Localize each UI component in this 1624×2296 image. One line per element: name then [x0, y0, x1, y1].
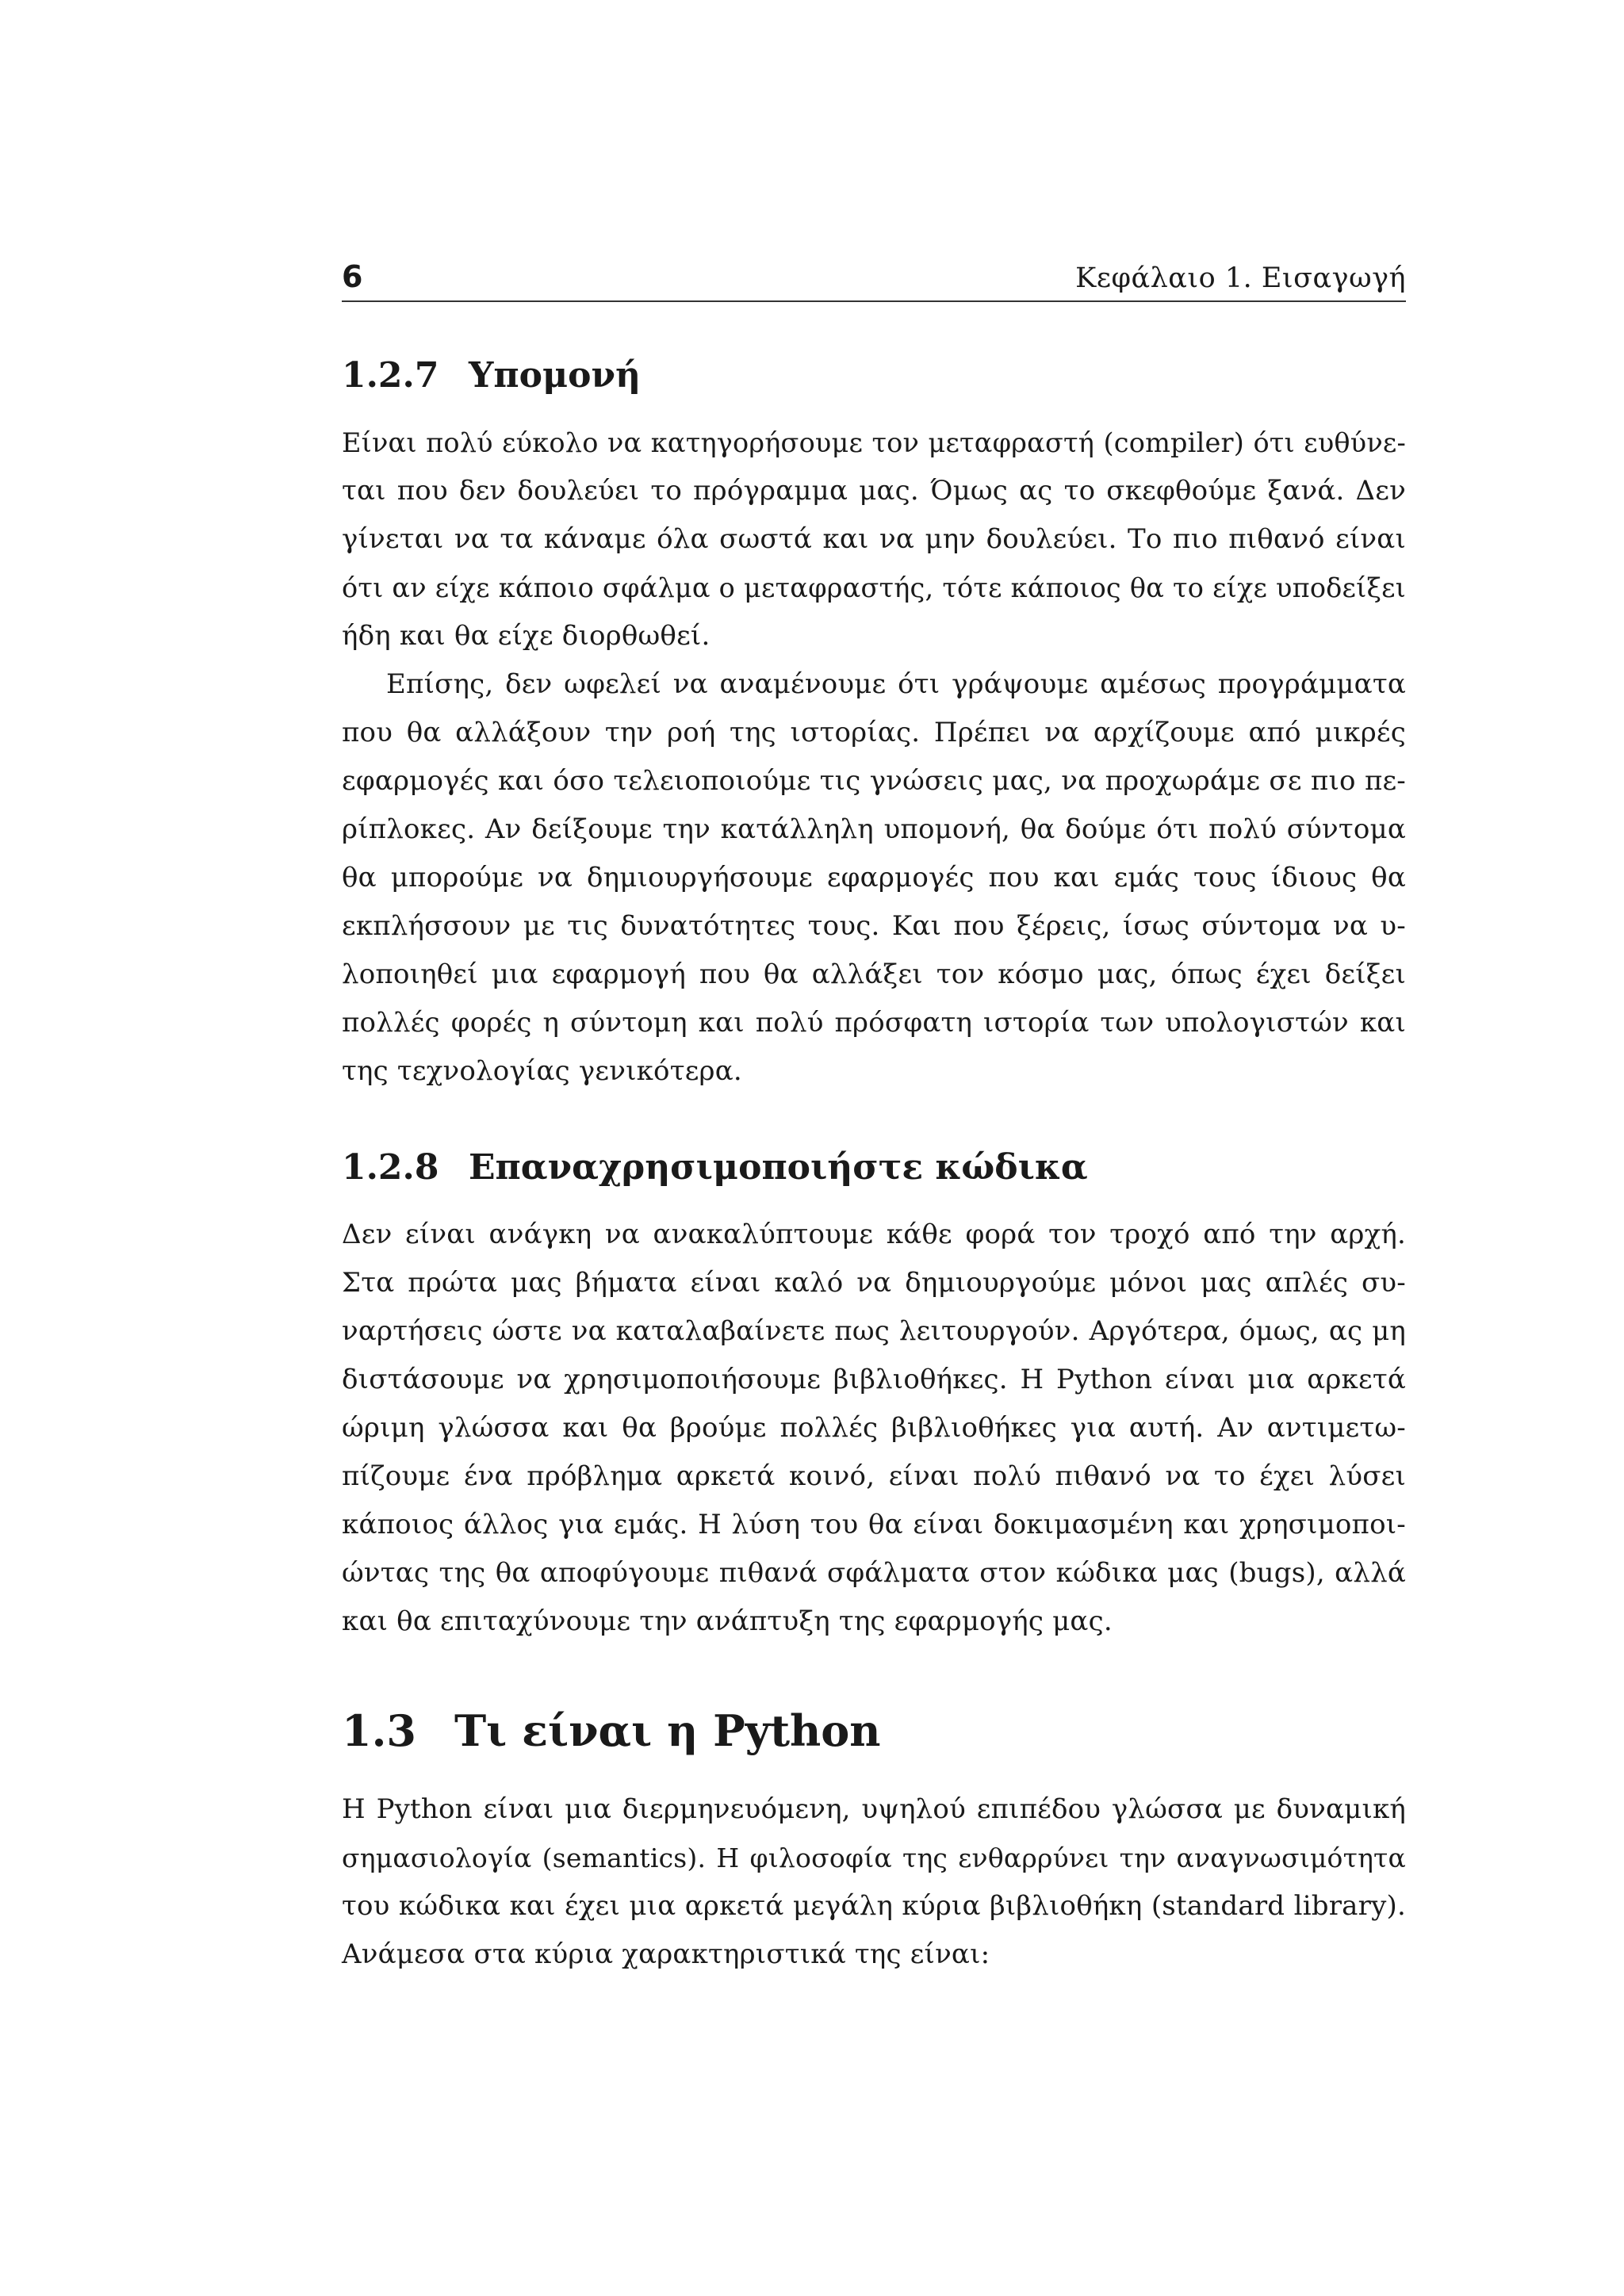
text-line: Ανάμεσα στα κύρια χαρακτηριστικά της είναι:	[342, 1938, 990, 1970]
section-number: 1.3	[342, 1705, 416, 1756]
text-line: Στα πρώτα μας βήματα είναι καλό να δημιουργούμε μόνοι μας απλές συ-	[342, 1267, 1406, 1299]
text-line: ώριμη γλώσσα και θα βρούμε πολλές βιβλιοθήκες για αυτή. Αν αντιμετω-	[342, 1412, 1406, 1444]
text-line: εκπλήσσουν με τις δυνατότητες τους. Και που ξέρεις, ίσως σύντομα να υ-	[342, 910, 1406, 942]
text-line: διστάσουμε να χρησιμοποιήσουμε βιβλιοθήκες. Η Python είναι μια αρκετά	[342, 1364, 1406, 1395]
text-line: λοποιηθεί μια εφαρμογή που θα αλλάξει τον κόσμο μας, όπως έχει δείξει	[342, 959, 1406, 990]
section-heading-patience	[342, 354, 641, 397]
text-line: ότι αν είχε κάποιο σφάλμα ο μεταφραστής, τότε κάποιος θα το είχε υποδείξει	[342, 572, 1406, 603]
text-line: ται που δεν δουλεύει το πρόγραμμα μας. Όμως ας το σκεφθούμε ξανά. Δεν	[342, 475, 1406, 507]
text-line: θα μπορούμε να δημιουργήσουμε εφαρμογές που και εμάς τους ίδιους θα	[342, 862, 1406, 894]
text-line: πίζουμε ένα πρόβλημα αρκετά κοινό, είναι πολύ πιθανό να το έχει λύσει	[342, 1460, 1406, 1492]
text-line: γίνεται να τα κάναμε όλα σωστά και να μην δουλεύει. Το πιο πιθανό είναι	[342, 523, 1406, 555]
book-page	[342, 0, 1406, 2296]
section-title: Τι είναι η Python	[454, 1705, 881, 1756]
section-number: 1.2.7	[342, 355, 439, 396]
section-title: Επαναχρησιμοποιήστε κώδικα	[469, 1147, 1088, 1188]
text-line: ρίπλοκες. Αν δείξουμε την κατάλληλη υπομονή, θα δούμε ότι πολύ σύντομα	[342, 813, 1406, 845]
text-line: Η Python είναι μια διερμηνευόμενη, υψηλού επιπέδου γλώσσα με δυναμική	[342, 1793, 1406, 1825]
text-line: και θα επιταχύνουμε την ανάπτυξη της εφαρμογής μας.	[342, 1605, 1113, 1637]
paragraph-patience-2	[342, 660, 1406, 1096]
section-heading-what-is-python	[342, 1705, 881, 1756]
text-line: εφαρμογές και όσο τελειοποιούμε τις γνώσεις μας, να προχωράμε σε πιο πε-	[342, 765, 1406, 797]
section-title: Υπομονή	[469, 355, 642, 396]
text-line: που θα αλλάξουν την ροή της ιστορίας. Πρέπει να αρχίζουμε από μικρές	[342, 717, 1406, 748]
running-header	[342, 256, 1406, 302]
paragraph-reuse-code	[342, 1211, 1406, 1646]
paragraph-what-is-python	[342, 1785, 1406, 1979]
text-line: του κώδικα και έχει μια αρκετά μεγάλη κύρια βιβλιοθήκη (standard library).	[342, 1890, 1406, 1922]
paragraph-patience-1	[342, 419, 1406, 660]
text-line: Επίσης, δεν ωφελεί να αναμένουμε ότι γράψουμε αμέσως προγράμματα	[386, 668, 1406, 700]
section-heading-reuse-code	[342, 1146, 1088, 1189]
text-line: της τεχνολογίας γενικότερα.	[342, 1055, 742, 1087]
text-line: Δεν είναι ανάγκη να ανακαλύπτουμε κάθε φορά τον τροχό από την αρχή.	[342, 1219, 1406, 1250]
text-line: ώντας της θα αποφύγουμε πιθανά σφάλματα στον κώδικα μας (bugs), αλλά	[342, 1557, 1406, 1589]
text-line: ήδη και θα είχε διορθωθεί.	[342, 620, 710, 652]
page-number: 6	[342, 259, 363, 294]
text-line: Είναι πολύ εύκολο να κατηγορήσουμε τον μεταφραστή (compiler) ότι ευθύνε-	[342, 427, 1406, 458]
section-number: 1.2.8	[342, 1147, 439, 1188]
chapter-title: Κεφάλαιο 1. Εισαγωγή	[1075, 262, 1406, 294]
text-line: κάποιος άλλος για εμάς. Η λύση του θα είναι δοκιμασμένη και χρησιμοποι-	[342, 1509, 1406, 1540]
text-line: ναρτήσεις ώστε να καταλαβαίνετε πως λειτουργούν. Αργότερα, όμως, ας μη	[342, 1315, 1406, 1347]
text-line: πολλές φορές η σύντομη και πολύ πρόσφατη ιστορία των υπολογιστών και	[342, 1007, 1406, 1039]
text-line: σημασιολογία (semantics). Η φιλοσοφία της ενθαρρύνει την αναγνωσιμότητα	[342, 1843, 1406, 1873]
